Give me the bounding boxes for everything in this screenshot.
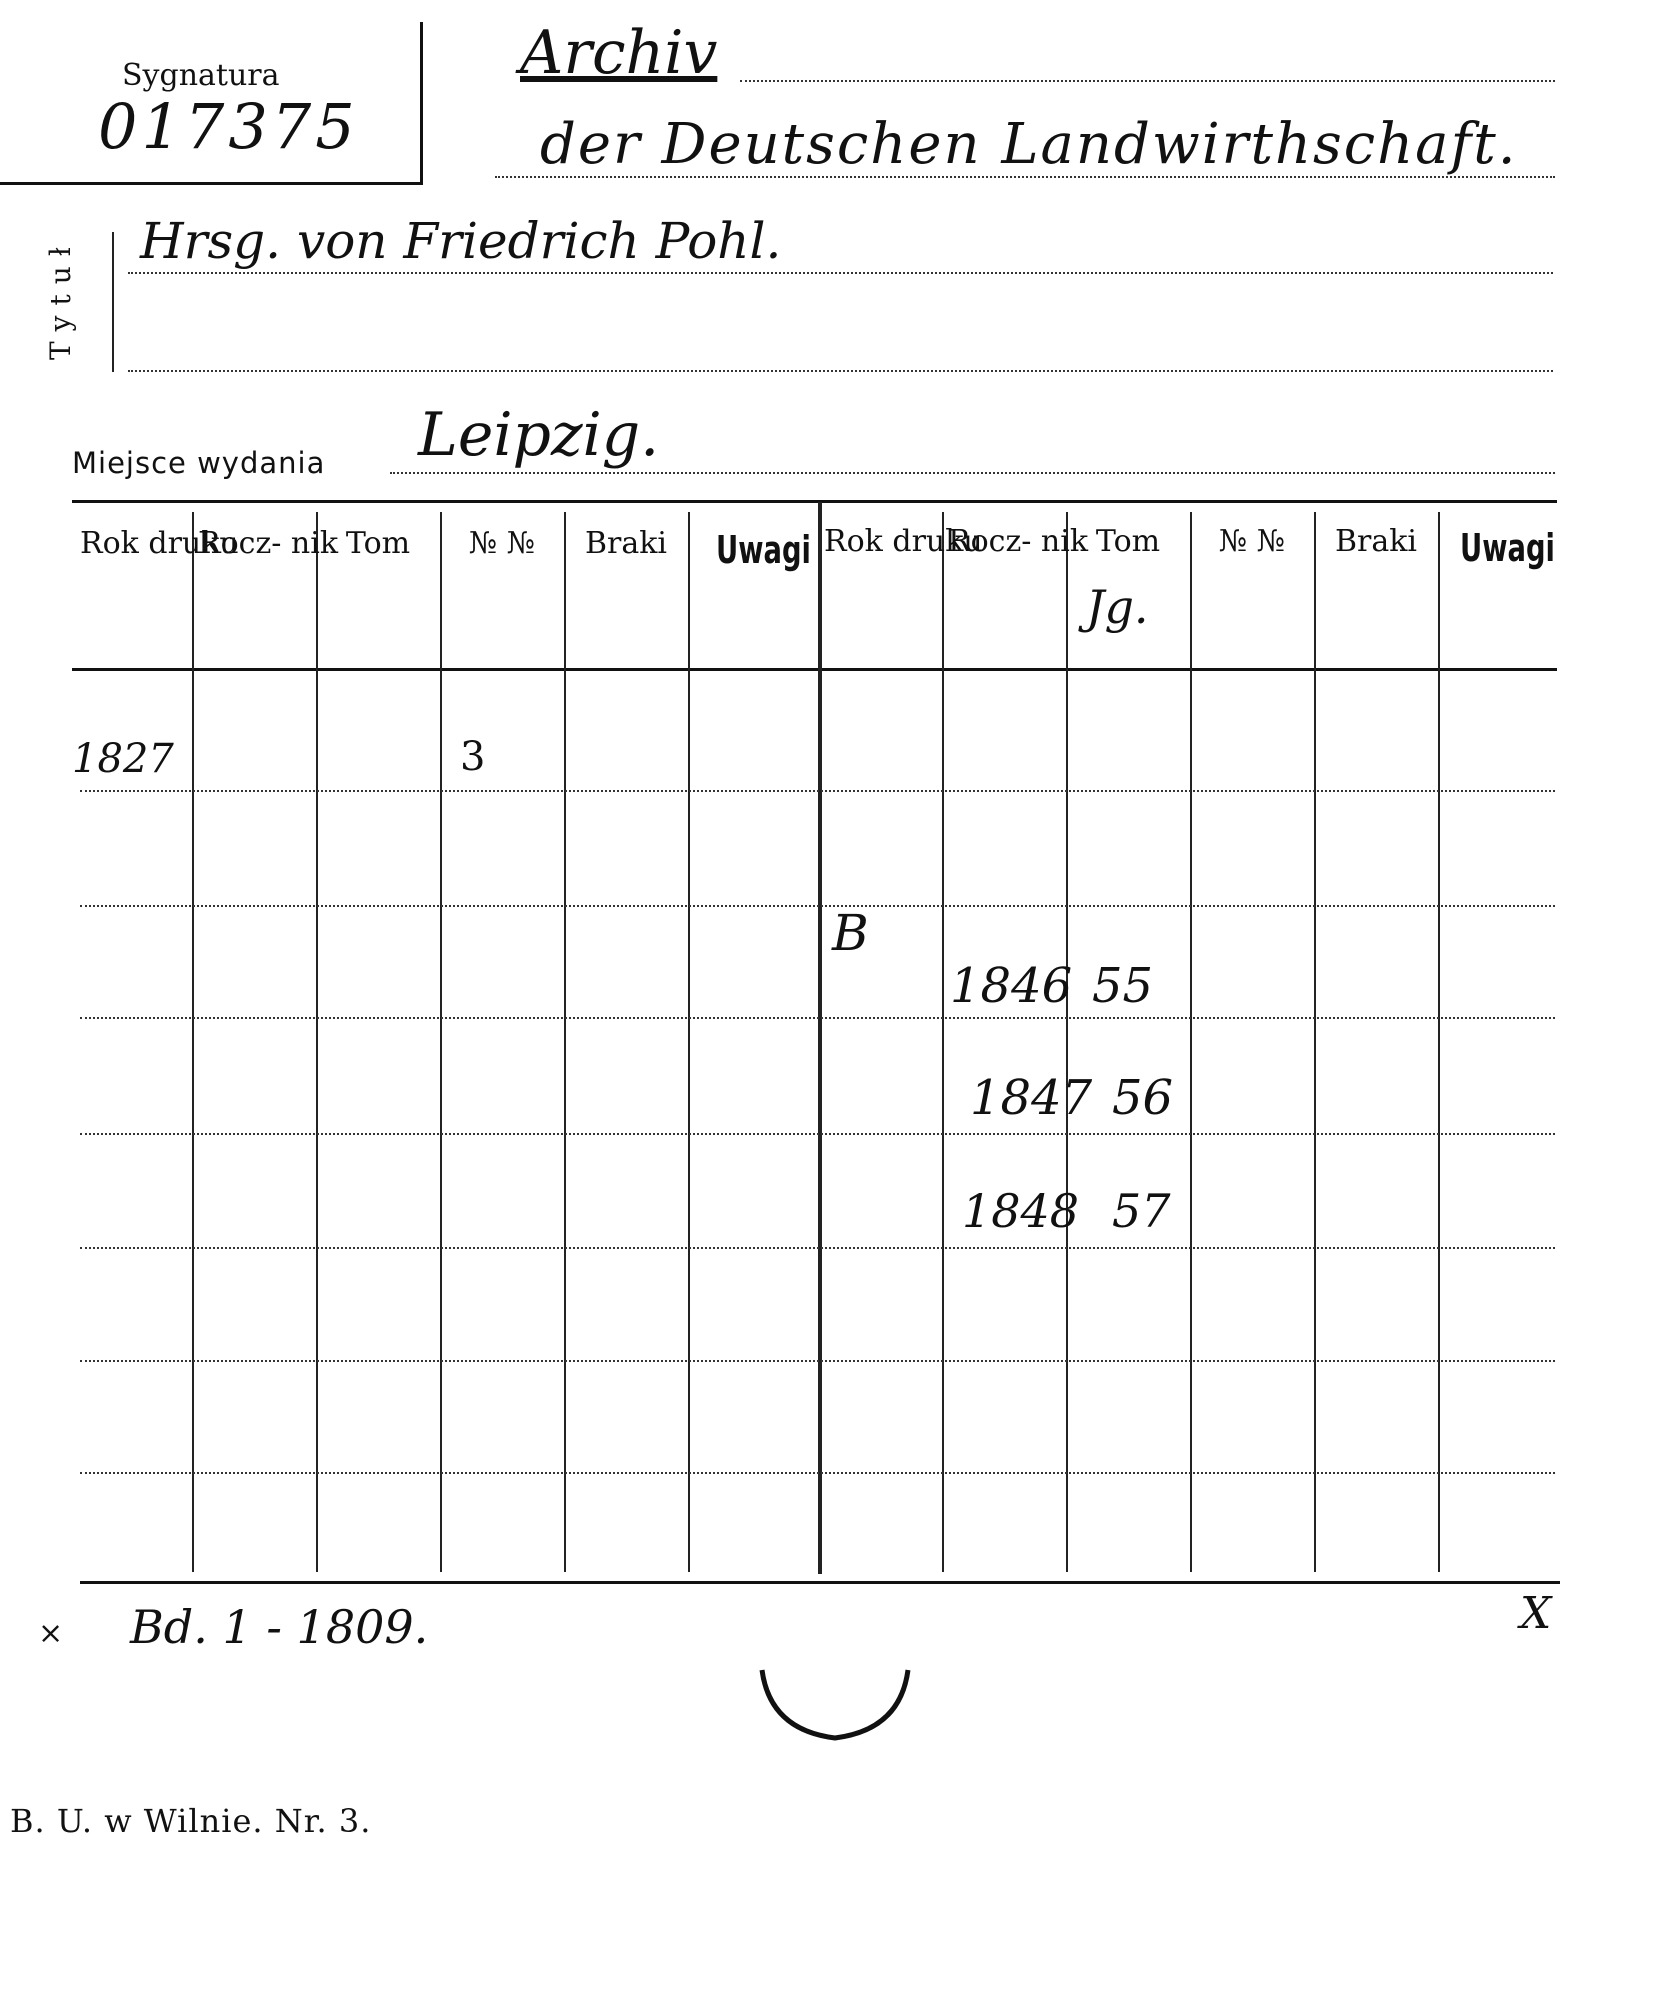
col-line	[1190, 512, 1192, 1572]
col-line	[440, 512, 442, 1572]
tytul-dotline-1	[128, 272, 1553, 274]
row-line	[80, 1133, 1555, 1135]
place-dotline	[390, 472, 1555, 474]
place-label: Miejsce wydania	[72, 446, 326, 480]
col-divider	[818, 502, 822, 1574]
header-rocznik-right: Rocz- nik	[948, 524, 1089, 559]
entry-rok-1827: 1827	[72, 736, 174, 782]
col-line	[942, 512, 944, 1572]
header-uwagi-left: Uwagi	[716, 528, 811, 572]
row-line	[80, 905, 1555, 907]
place-value: Leipzig.	[418, 400, 660, 470]
header-nr-right: № №	[1218, 524, 1286, 559]
row-line	[80, 1472, 1555, 1474]
table-top-border	[72, 500, 1557, 503]
header-rok-druku-right: Rok druku	[824, 524, 983, 559]
header-nr-left: № №	[468, 526, 536, 561]
col-line	[1314, 512, 1316, 1572]
header-rok-druku-left: Rok druku	[80, 526, 239, 561]
col-line	[688, 512, 690, 1572]
header-braki-right: Braki	[1334, 524, 1418, 559]
row-line	[80, 1017, 1555, 1019]
header-tom-right: Tom	[1095, 524, 1161, 559]
entry-tom-57: 57	[1112, 1184, 1171, 1238]
title-dotline-2	[495, 176, 1555, 178]
tytul-label: Tytuł	[44, 237, 77, 360]
table-bottom-border	[80, 1581, 1560, 1584]
header-uwagi-right: Uwagi	[1460, 526, 1555, 570]
table-header-border	[72, 668, 1557, 671]
entry-rocznik-1846: 1846	[950, 958, 1073, 1014]
col-line	[192, 512, 194, 1572]
row-line	[80, 1360, 1555, 1362]
header-braki-left: Braki	[584, 526, 668, 561]
entry-nr-3: 3	[460, 734, 486, 780]
tytul-value: Hrsg. von Friedrich Pohl.	[140, 212, 782, 270]
col-line	[1066, 512, 1068, 1572]
tytul-bracket	[112, 232, 114, 372]
tytul-dotline-2	[128, 370, 1553, 372]
header-tom-jg-note: Jg.	[1086, 580, 1149, 634]
col-line	[1438, 512, 1440, 1572]
header-rocznik-left: Rocz- nik	[198, 526, 339, 561]
entry-rocznik-1847: 1847	[970, 1070, 1093, 1126]
entry-tom-56: 56	[1112, 1070, 1174, 1126]
signature-value: 017375	[98, 90, 359, 163]
col-line	[316, 512, 318, 1572]
entry-mark-b: B	[832, 904, 869, 962]
row-line	[80, 790, 1555, 792]
title-line-2: der Deutschen Landwirthschaft.	[540, 112, 1518, 177]
col-line	[564, 512, 566, 1572]
title-line-1: Archiv	[520, 18, 718, 88]
row-line	[80, 1247, 1555, 1249]
arc-mark-icon	[750, 1660, 920, 1750]
footer-note: Bd. 1 - 1809.	[130, 1600, 429, 1654]
title-dotline-1	[740, 80, 1555, 82]
header-tom-left: Tom	[345, 526, 411, 561]
signature-label: Sygnatura	[122, 58, 280, 93]
footer-x-right: X	[1520, 1588, 1552, 1639]
footer-x-left: ×	[38, 1616, 64, 1651]
printer-imprint: B. U. w Wilnie. Nr. 3.	[10, 1802, 372, 1840]
entry-tom-55: 55	[1092, 958, 1154, 1014]
entry-rocznik-1848: 1848	[962, 1184, 1080, 1238]
